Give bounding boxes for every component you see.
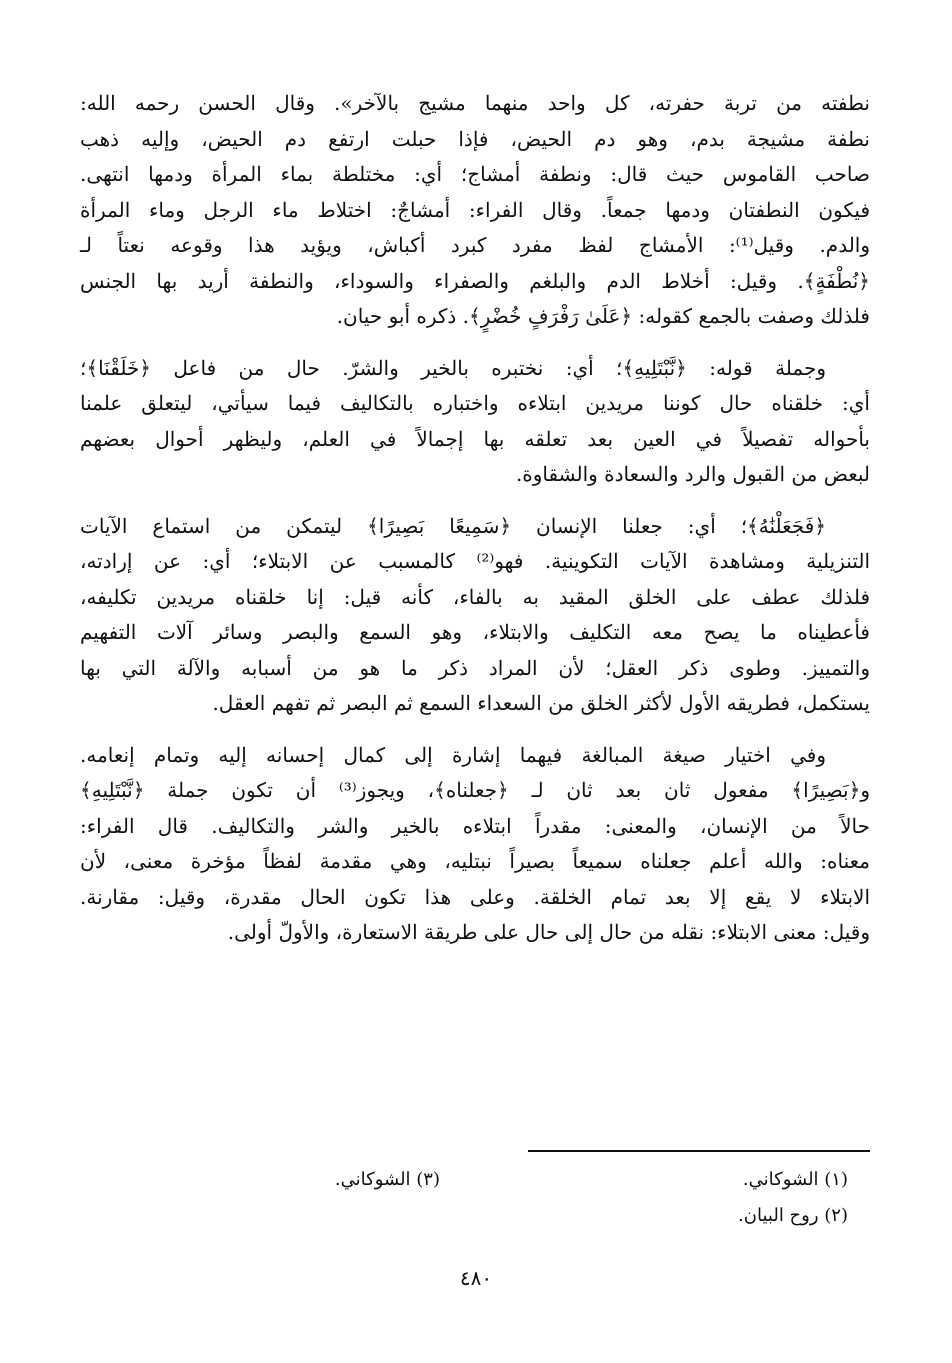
paragraph xyxy=(80,738,870,951)
text-line: حالاً من الإنسان، والمعنى: مقدراً ابتلاءه بالخير والشر والتكاليف. قال الفراء: xyxy=(80,813,870,838)
text-line: الابتلاء لا يقع إلا بعد تمام الخلقة. وعلى هذا تكون الحال مقدرة، وقيل: مقارنة. xyxy=(80,884,870,909)
text-line: يستكمل، فطريقه الأول لأكثر الخلق من السعداء السمع ثم البصر ثم تفهم العقل. xyxy=(212,691,870,715)
text-line: وقيل: معنى الابتلاء: نقله من حال إلى حال على طريقة الاستعارة، والأولّ أولى. xyxy=(227,920,870,944)
paragraph xyxy=(80,351,870,493)
paragraph xyxy=(80,86,870,335)
paragraph xyxy=(80,509,870,722)
text-line: أي: خلقناه حال كوننا مريدين ابتلاءه واختباره بالتكاليف فيما سيأتي، ليتعلق علمنا xyxy=(80,391,870,415)
text-line: والتمييز. وطوى ذكر العقل؛ لأن المراد ذكر ما هو من أسبابه والآلة التي بها xyxy=(80,655,870,680)
text-line: ﴿نُطْفَةٍ﴾. وقيل: أخلاط الدم والبلغم والصفراء والسوداء، والنطفة أريد بها الجنس xyxy=(80,268,870,293)
text-line: بأحواله تفصيلاً في العين بعد تعلقه بها إجمالاً في العلم، وليظهر أحوال بعضهم xyxy=(80,426,870,451)
main-text xyxy=(80,86,870,951)
page-number: ٤٨٠ xyxy=(459,1266,493,1290)
text-line: لبعض من القبول والرد والسعادة والشقاوة. xyxy=(515,462,870,486)
footnote-3: (٣) الشوكاني. xyxy=(334,1169,440,1190)
text-line: والدم. وقيل⁽¹⁾: الأمشاج لفظ مفرد كبرد أكباش، ويؤيد هذا وقوعه نعتاً لـ xyxy=(80,233,870,257)
text-line: نطفته من تربة حفرته، كل واحد منهما مشيج بالآخر». وقال الحسن رحمه الله: xyxy=(80,91,870,115)
footnote-2: (٢) روح البيان. xyxy=(738,1205,848,1226)
text-line: معناه: والله أعلم جعلناه سميعاً بصيراً نبتليه، وهي مقدمة لفظاً مؤخرة معنى، لأن xyxy=(80,849,870,873)
text-line: فلذلك وصفت بالجمع كقوله: ﴿عَلَىٰ رَفْرَفٍ خُضْرٍ﴾. ذكره أبو حيان. xyxy=(336,304,870,328)
text-line: فلذلك عطف على الخلق المقيد به بالفاء، كأنه قيل: إنا خلقناه مريدين تكليفه، xyxy=(80,584,870,609)
footnote-1: (١) الشوكاني. xyxy=(742,1169,848,1190)
text-line: فأعطيناه ما يصح معه التكليف والابتلاء، وهو السمع والبصر وسائر آلات التفهيم xyxy=(80,620,870,644)
text-line: وجملة قوله: ﴿نَّبْتَلِيهِ﴾؛ أي: نختبره بالخير والشرّ. حال من فاعل ﴿خَلَقْنَا﴾؛ xyxy=(80,355,826,380)
text-line: صاحب القاموس حيث قال: ونطفة أمشاج؛ أي: مختلطة بماء المرأة ودمها انتهى. xyxy=(80,162,870,186)
text-line: ﴿فَجَعَلْنَٰهُ﴾؛ أي: جعلنا الإنسان ﴿سَمِيعًا بَصِيرًا﴾ ليتمكن من استماع الآيات xyxy=(80,513,826,538)
text-line: فيكون النطفتان ودمها جمعاً. وقال الفراء: أمشاجٌ: اختلاط ماء الرجل وماء المرأة xyxy=(80,197,870,222)
text-line: و﴿بَصِيرًا﴾ مفعول ثان بعد ثان لـ ﴿جعلناه﴾، ويجوز⁽³⁾ أن تكون جملة ﴿نَّبْتَلِيهِ﴾ xyxy=(80,778,870,802)
text-line: نطفة مشيجة بدم، وهو دم الحيض، فإذا حبلت ارتفع دم الحيض، وإليه ذهب xyxy=(80,126,870,151)
text-line: وفي اختيار صيغة المبالغة فيهما إشارة إلى كمال إحسانه إليه وتمام إنعامه. xyxy=(80,742,826,767)
footnote-divider xyxy=(528,1150,870,1152)
text-line: التنزيلية ومشاهدة الآيات التكوينية. فهو⁽²⁾ كالمسبب عن الابتلاء؛ أي: عن إرادته، xyxy=(80,549,871,573)
